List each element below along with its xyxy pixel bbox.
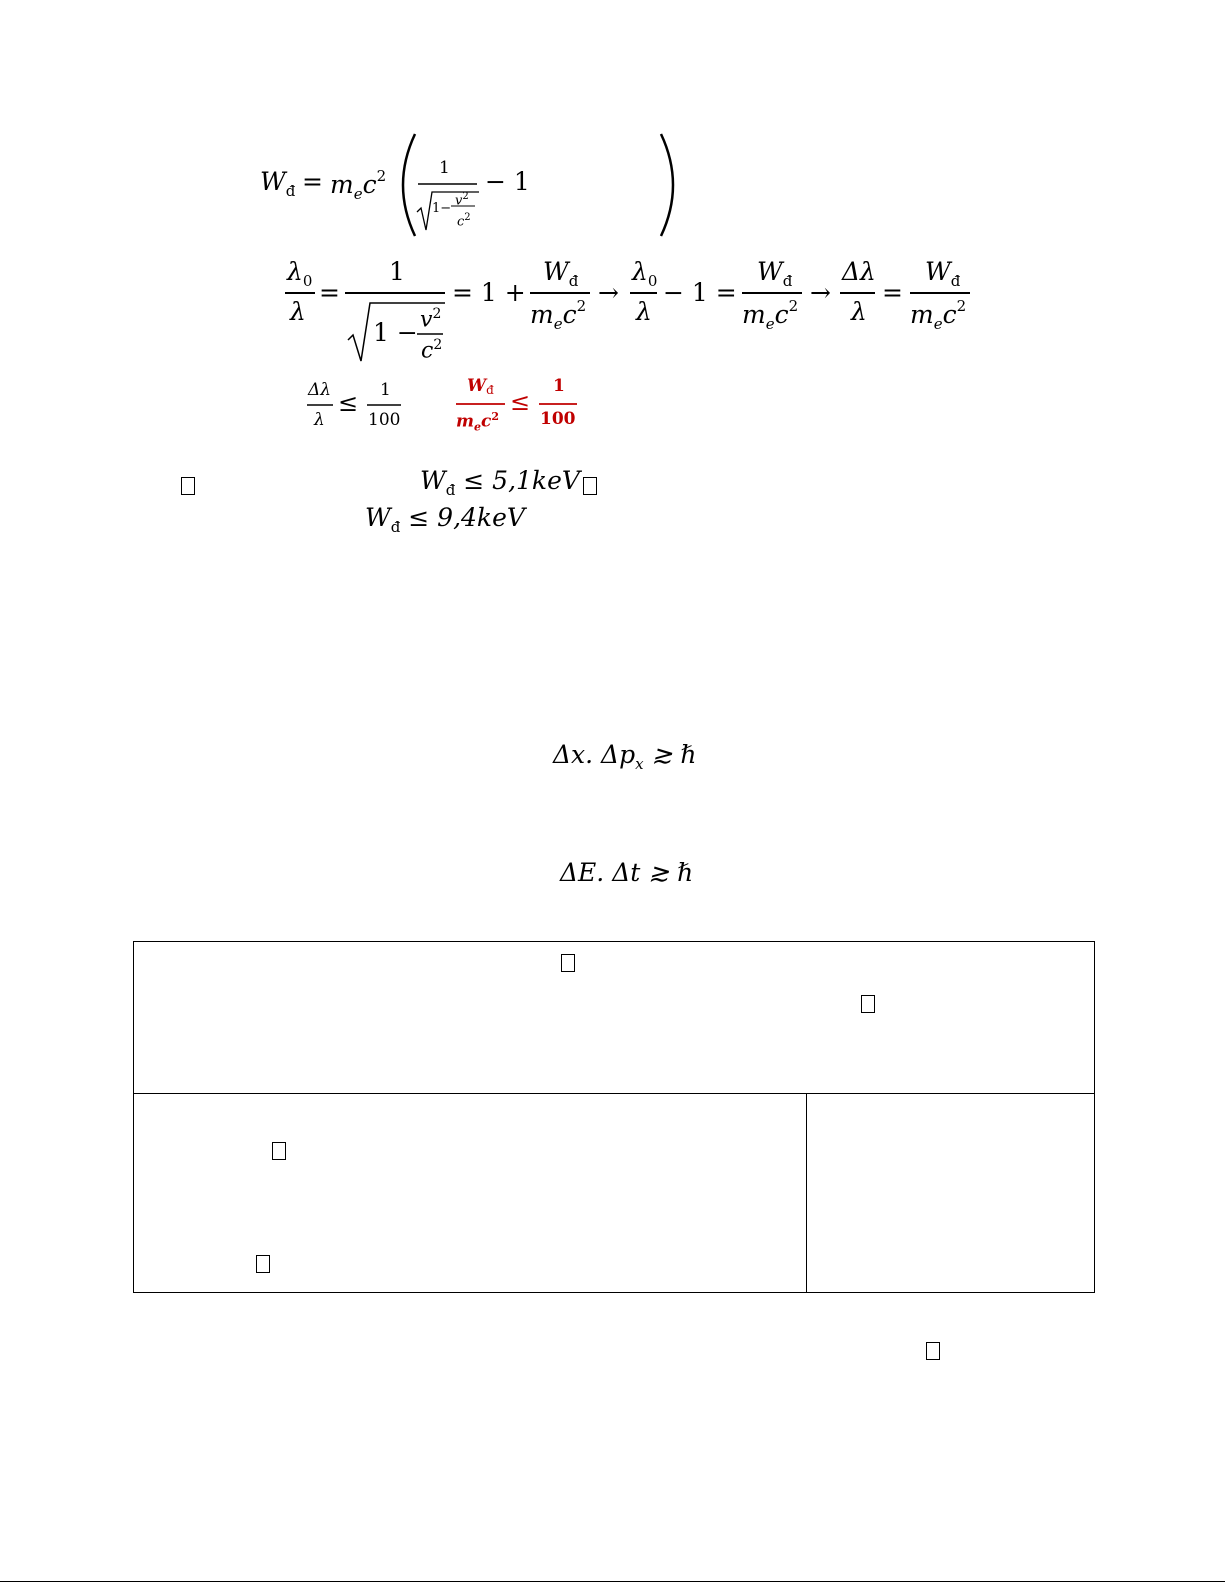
eq1-inner-one-minus: 1− <box>432 201 452 216</box>
eq3red-le: ≤ <box>510 388 531 416</box>
missing-glyph-icon <box>181 477 195 495</box>
eq3red-mec2: $m_ec^2$ <box>456 410 500 434</box>
eq1-inner-c: $c^2$ <box>457 212 471 230</box>
equation-energy-limit-94: $W_đ \le 9,4keV$ <box>365 503 525 536</box>
eq3-le: ≤ <box>338 389 359 417</box>
eq2-delta-lambda: Δλ <box>842 257 876 286</box>
table-column-divider <box>806 1093 807 1293</box>
eq1-equals: = <box>302 167 323 196</box>
equation-energy-condition-red <box>455 378 590 436</box>
eq2-v: $v^2$ <box>420 306 442 333</box>
eq3-delta-lambda: Δλ <box>308 380 332 400</box>
missing-glyph-icon <box>561 954 575 972</box>
eq2-W3: $W_đ$ <box>925 257 961 290</box>
eq2-equals: = <box>319 278 340 307</box>
missing-glyph-icon <box>256 1255 270 1273</box>
eq1-mass: $m_ec^2$ <box>330 167 387 203</box>
eq2-mec2-2: $m_ec^2$ <box>742 297 799 333</box>
equation-energy-time-uncertainty: ΔE. Δt ≳ ℏ <box>560 858 694 887</box>
eq1-numerator: 1 <box>439 158 450 178</box>
eq2-arrow1: → <box>598 278 619 307</box>
eq2-W2: $W_đ$ <box>757 257 793 290</box>
table-row-divider <box>133 1093 1095 1094</box>
eq2-lambda0-b: $\lambda_0$ <box>632 257 658 290</box>
content-table <box>133 941 1095 1293</box>
eq2-lambda-c: λ <box>851 297 867 326</box>
eq2-W1: $W_đ$ <box>543 257 579 290</box>
equation-energy-limit-51: $W_đ \le 5,1keV$ <box>420 466 580 499</box>
missing-glyph-icon <box>583 477 597 495</box>
eq1-minus-one: − 1 <box>485 167 530 196</box>
eq3-hundred: 100 <box>368 410 401 430</box>
page-bottom-rule <box>0 1581 1225 1582</box>
eq1-lhs: $W_đ$ <box>260 167 296 200</box>
missing-glyph-icon <box>861 995 875 1013</box>
eq1-parentheses <box>395 132 705 238</box>
equation-ratio-condition <box>305 380 415 435</box>
eq1-inner-v: $v^2$ <box>455 191 469 209</box>
eq2-mec2-3: $m_ec^2$ <box>910 297 967 333</box>
eq3red-one: 1 <box>553 376 565 396</box>
eq2-one: 1 <box>389 257 405 286</box>
eq2-eq-one-plus: = 1 + <box>452 278 526 307</box>
eq2-arrow2: → <box>810 278 831 307</box>
eq2-equals-last: = <box>882 278 903 307</box>
eq2-lambda0: $\lambda_0$ <box>287 257 313 290</box>
eq3red-W: Wđ <box>467 376 494 397</box>
eq2-sqrt-one-minus: 1 − <box>373 318 418 347</box>
eq3-lambda: λ <box>314 410 325 430</box>
equation-position-momentum-uncertainty: Δx. $\Delta p_x$ ≳ ℏ <box>553 740 697 773</box>
eq2-c: $c^2$ <box>421 337 443 364</box>
missing-glyph-icon <box>926 1342 940 1360</box>
eq2-lambda: λ <box>290 297 306 326</box>
equation-wavelength-chain <box>285 255 1005 365</box>
missing-glyph-icon <box>272 1142 286 1160</box>
eq2-minus-one-eq: − 1 = <box>663 278 737 307</box>
eq2-mec2-1: $m_ec^2$ <box>530 297 587 333</box>
eq3red-hundred: 100 <box>540 409 576 429</box>
eq2-lambda-b: λ <box>636 297 652 326</box>
eq3-one: 1 <box>380 380 391 400</box>
